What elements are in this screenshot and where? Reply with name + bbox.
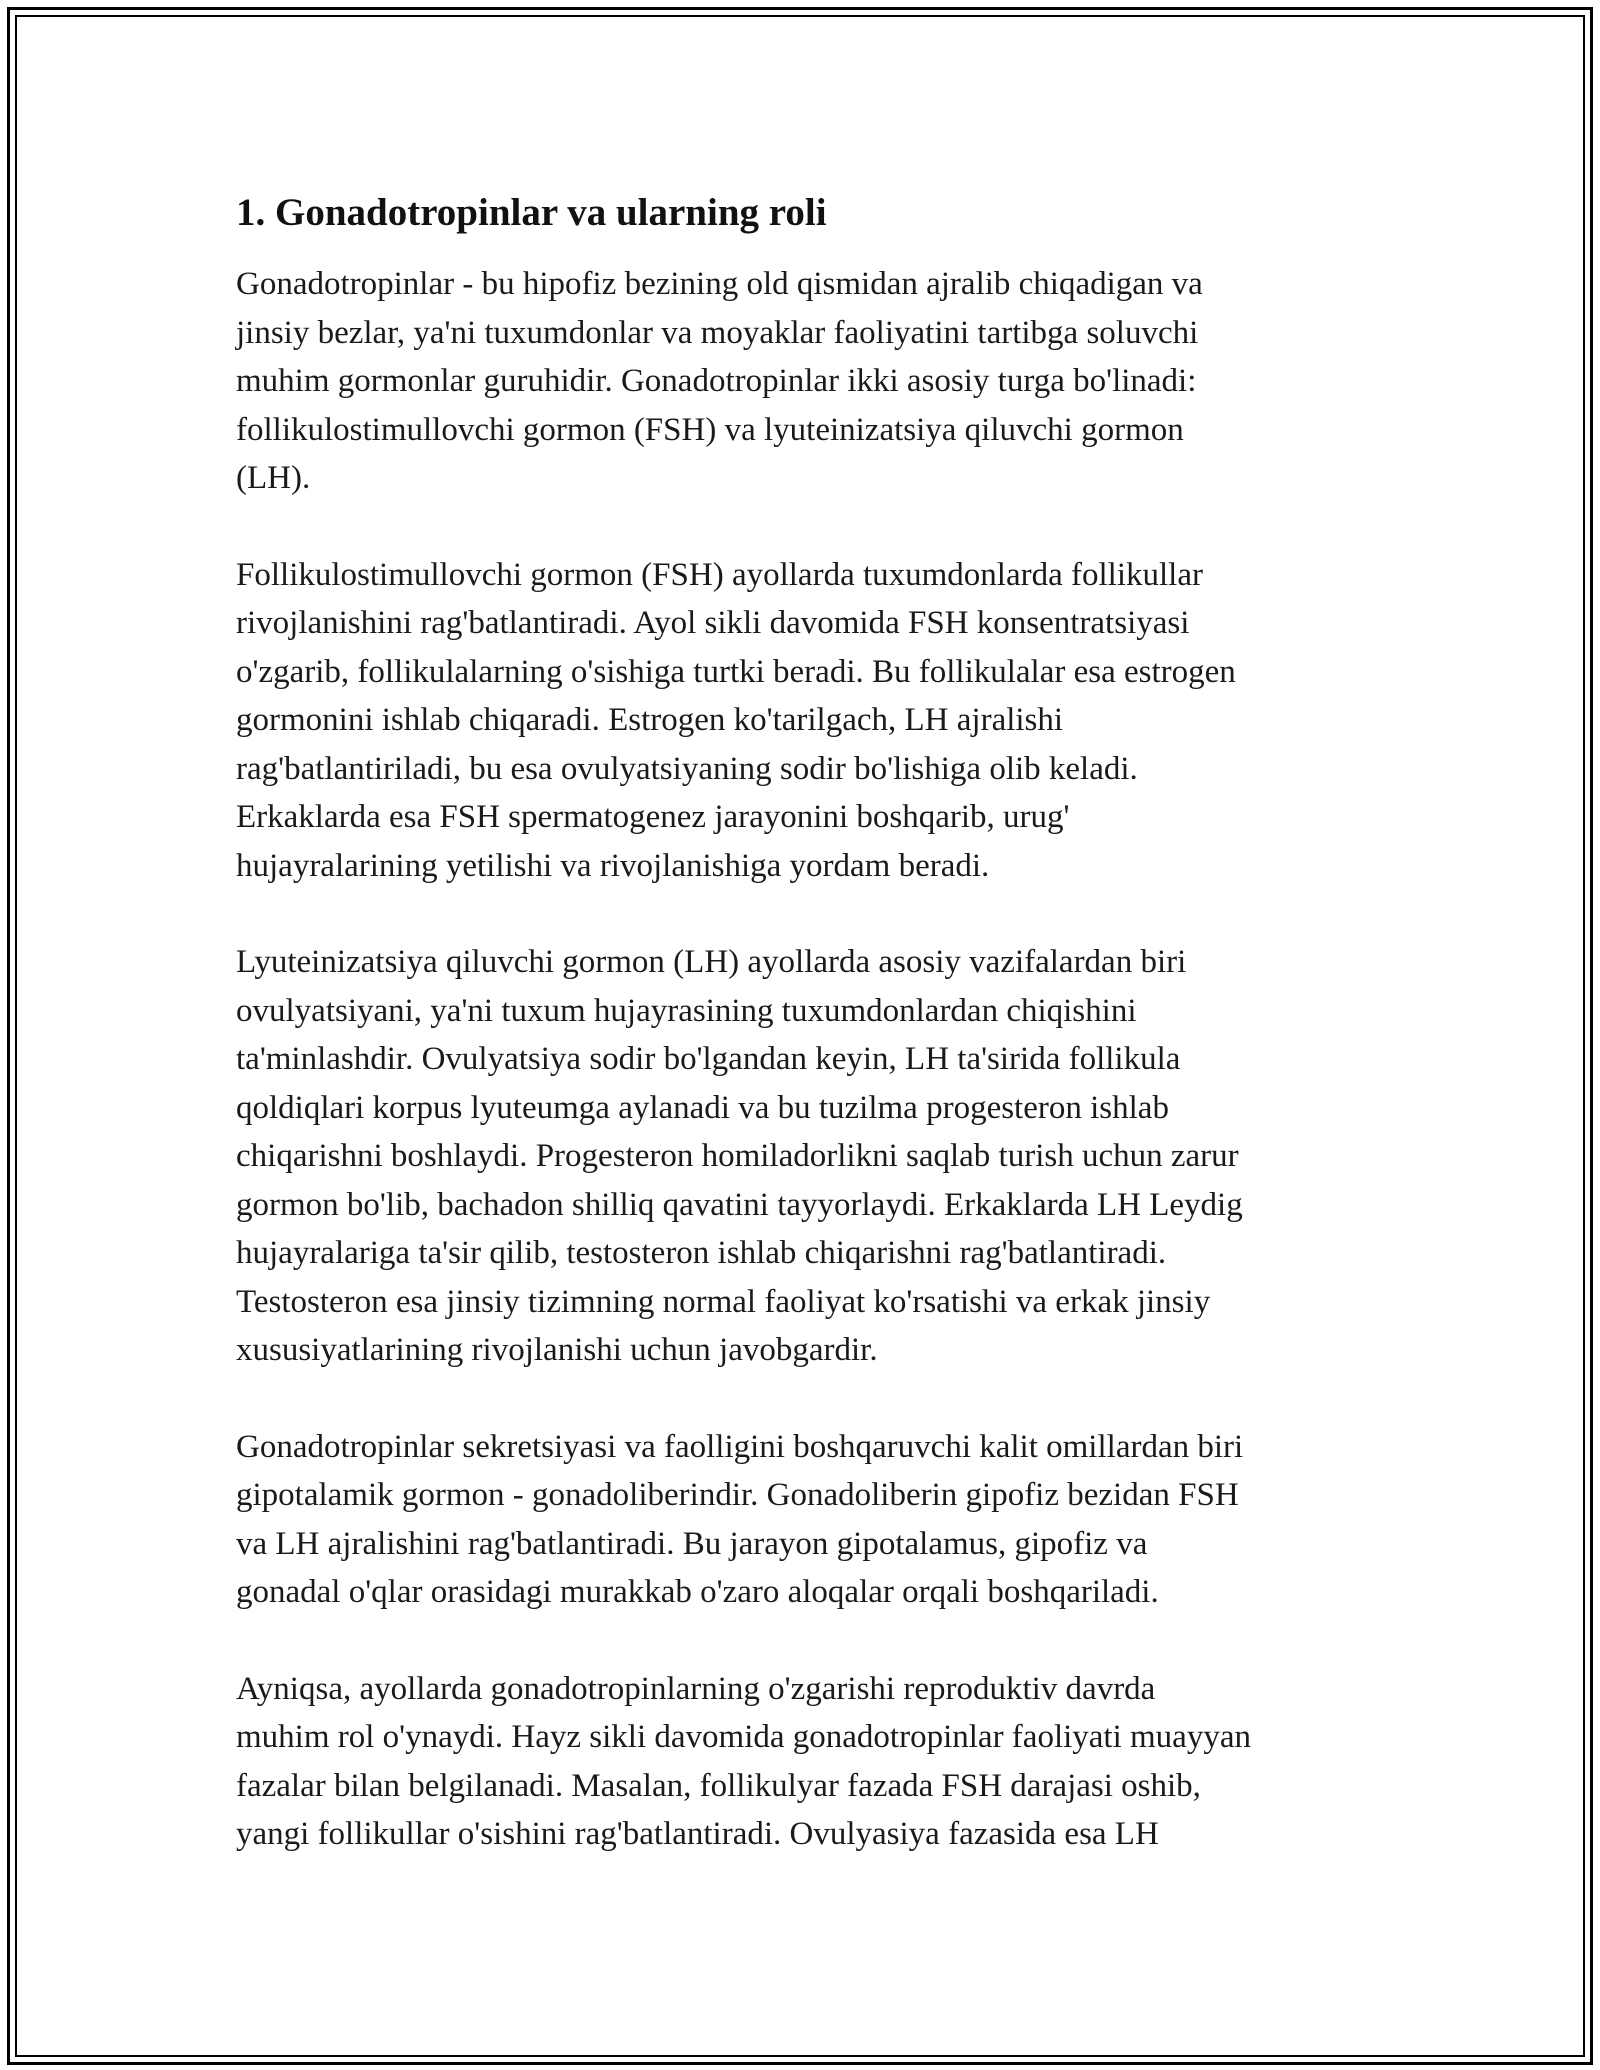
text-line: muhim rol o'ynaydi. Hayz sikli davomida gonadotropinlar faoliyati muayyan [236, 1719, 1251, 1755]
paragraph-lh [236, 938, 1376, 1375]
text-line: fazalar bilan belgilanadi. Masalan, follikulyar fazada FSH darajasi oshib, [236, 1767, 1201, 1804]
text-line: Testosteron esa jinsiy tizimning normal faoliyat ko'rsatishi va erkak jinsiy [236, 1283, 1211, 1320]
text-line: ovulyatsiyani, ya'ni tuxum hujayrasining tuxumdonlardan chiqishini [236, 992, 1137, 1029]
section-heading: 1. Gonadotropinlar va ularning roli [236, 191, 827, 234]
text-line: gipotalamik gormon - gonadoliberindir. Gonadoliberin gipofiz bezidan FSH [236, 1477, 1239, 1513]
paragraph-fsh [236, 551, 1376, 891]
text-line: yangi follikullar o'sishini rag'batlantiradi. Ovulyasiya fazasida esa LH [236, 1816, 1159, 1852]
document-body [236, 188, 1376, 1907]
text-line: jinsiy bezlar, ya'ni tuxumdonlar va moyaklar faoliyatini tartibga soluvchi [236, 314, 1199, 351]
text-line: ta'minlashdir. Ovulyatsiya sodir bo'lgandan keyin, LH ta'sirida follikula [236, 1041, 1181, 1077]
text-line: rag'batlantiriladi, bu esa ovulyatsiyaning sodir bo'lishiga olib keladi. [236, 750, 1138, 787]
text-line: gonadal o'qlar orasidagi murakkab o'zaro aloqalar orqali boshqariladi. [236, 1574, 1159, 1610]
text-line: va LH ajralishini rag'batlantiradi. Bu jarayon gipotalamus, gipofiz va [236, 1525, 1148, 1562]
text-line: muhim gormonlar guruhidir. Gonadotropinlar ikki asosiy turga bo'linadi: [236, 363, 1197, 399]
text-line: Gonadotropinlar - bu hipofiz bezining old qismidan ajralib chiqadigan va [236, 266, 1203, 302]
paragraph-gonadoliberin [236, 1423, 1376, 1617]
text-line: Ayniqsa, ayollarda gonadotropinlarning o'zgarishi reproduktiv davrda [236, 1670, 1156, 1707]
paragraph-intro [236, 260, 1376, 503]
text-line: Lyuteinizatsiya qiluvchi gormon (LH) ayollarda asosiy vazifalardan biri [236, 944, 1187, 980]
text-line: gormon bo'lib, bachadon shilliq qavatini tayyorlaydi. Erkaklarda LH Leydig [236, 1186, 1243, 1223]
text-line: chiqarishni boshlaydi. Progesteron homiladorlikni saqlab turish uchun zarur [236, 1138, 1239, 1174]
text-line: hujayralariga ta'sir qilib, testosteron ishlab chiqarishni rag'batlantiradi. [236, 1235, 1167, 1271]
text-line: o'zgarib, follikulalarning o'sishiga turtki beradi. Bu follikulalar esa estrogen [236, 653, 1236, 690]
text-line: xususiyatlarining rivojlanishi uchun javobgardir. [236, 1332, 878, 1368]
text-line: hujayralarining yetilishi va rivojlanishiga yordam beradi. [236, 847, 990, 884]
text-line: Erkaklarda esa FSH spermatogenez jarayonini boshqarib, urug' [236, 799, 1070, 835]
text-line: follikulostimullovchi gormon (FSH) va lyuteinizatsiya qiluvchi gormon [236, 411, 1184, 448]
text-line: gormonini ishlab chiqaradi. Estrogen ko'tarilgach, LH ajralishi [236, 702, 1064, 738]
text-line: (LH). [236, 460, 311, 496]
text-line: Follikulostimullovchi gormon (FSH) ayollarda tuxumdonlarda follikullar [236, 556, 1203, 593]
text-line: qoldiqlari korpus lyuteumga aylanadi va bu tuzilma progesteron ishlab [236, 1089, 1169, 1126]
text-line: rivojlanishini rag'batlantiradi. Ayol sikli davomida FSH konsentratsiyasi [236, 605, 1190, 641]
text-line: Gonadotropinlar sekretsiyasi va faolligini boshqaruvchi kalit omillardan biri [236, 1428, 1244, 1465]
paragraph-cycle [236, 1665, 1376, 1859]
